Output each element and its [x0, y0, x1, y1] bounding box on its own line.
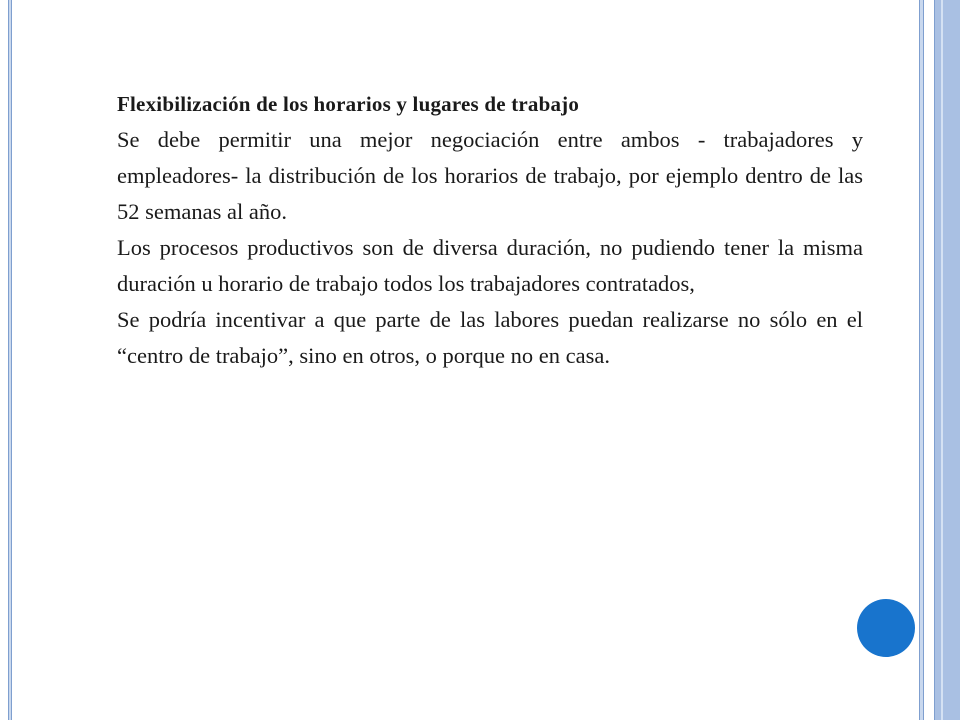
paragraph-negotiation: Se debe permitir una mejor negociación entre ambos - trabajadores y empleadores- la distribución de los horarios de trabajo, por ejemplo dentro de las 52 semanas al año. [117, 127, 863, 224]
right-thin-stripe [919, 0, 924, 720]
paragraph-processes: Los procesos productivos son de diversa duración, no pudiendo tener la misma duración u horario de trabajo todos los trabajadores contratados, [117, 235, 863, 296]
paragraph-remote-work: Se podría incentivar a que parte de las labores puedan realizarse no sólo en el “centro de trabajo”, sino en otros, o porque no en casa. [117, 307, 863, 368]
left-border-decoration [8, 0, 12, 720]
right-wide-stripe [934, 0, 960, 720]
slide-content [117, 86, 863, 374]
right-border-decoration [919, 0, 960, 720]
slide-heading: Flexibilización de los horarios y lugares de trabajo [117, 92, 580, 116]
accent-circle-decoration [857, 599, 915, 657]
